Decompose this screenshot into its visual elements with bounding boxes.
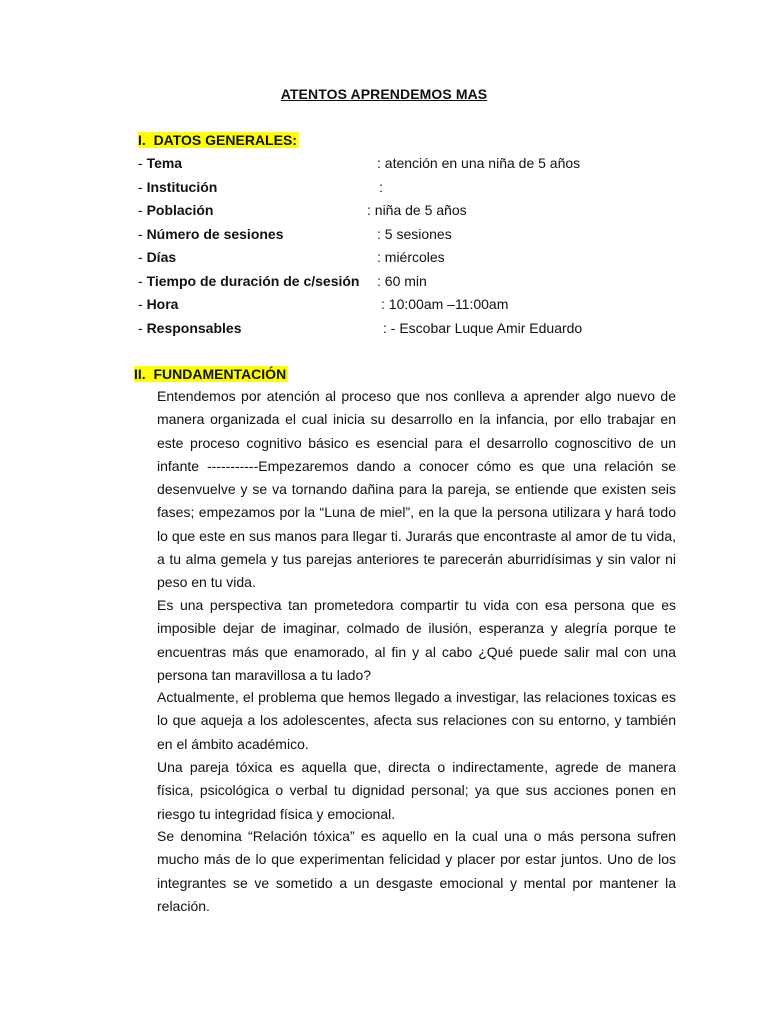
data-row-institucion: - Institución :: [138, 179, 383, 195]
row-value: : miércoles: [377, 249, 445, 265]
row-value: : 5 sesiones: [377, 226, 452, 242]
section-2-title: FUNDAMENTACIÓN: [153, 366, 287, 382]
section-1-number: I.: [138, 132, 146, 148]
paragraph-5: Se denomina “Relación tóxica” es aquello en la cual una o más persona sufren mucho más de lo que experimentan felicidad y placer por estar juntos. Uno de los integrantes se ve sometido a un desgaste emocional y mental por mantener la relación.: [157, 828, 676, 914]
row-value: : niña de 5 años: [367, 202, 467, 218]
section-2-number: II.: [134, 366, 146, 382]
data-row-hora: - Hora : 10:00am –11:00am: [138, 296, 509, 312]
row-label: Tema: [146, 155, 183, 171]
row-label: Responsables: [146, 320, 242, 336]
section-1-heading: [138, 131, 299, 149]
data-row-poblacion: - Población : niña de 5 años: [138, 202, 467, 218]
paragraph-3: Actualmente, el problema que hemos llegado a investigar, las relaciones toxicas es lo que aqueja a los adolescentes, afecta sus relaciones con su entorno, y también en el ámbito académico.: [157, 689, 676, 752]
paragraph-2: Es una perspectiva tan prometedora compartir tu vida con esa persona que es imposible dejar de imaginar, colmado de ilusión, esperanza y alegría porque te encuentras más que enamorado, al fin y al cabo ¿Qué puede salir mal con una persona tan maravillosa a tu lado?: [157, 597, 676, 683]
row-value: :: [379, 179, 383, 195]
row-value: : 60 min: [377, 273, 427, 289]
data-row-duracion: - Tiempo de duración de c/sesión : 60 min: [138, 273, 427, 289]
data-row-numero-sesiones: - Número de sesiones : 5 sesiones: [138, 226, 452, 242]
row-label: Población: [146, 202, 214, 218]
row-label: Días: [146, 249, 177, 265]
row-label: Tiempo de duración de c/sesión: [146, 273, 360, 289]
row-value: : atención en una niña de 5 años: [377, 155, 581, 171]
data-row-dias: - Días : miércoles: [138, 249, 445, 265]
paragraph-1: Entendemos por atención al proceso que nos conlleva a aprender algo nuevo de manera organizada el cual inicia su desarrollo en la infancia, por ello trabajar en este proceso cognitivo básico es esencial para el desarrollo cognoscitivo de un infante -----------Empezaremos dando a conocer cómo es que una relación se desenvuelve y se va tornando dañina para la pareja, se entiende que existen seis fases; empezamos por la “Luna de miel”, en la que la persona utilizara y hará todo lo que este en sus manos para llegar ti. Jurarás que encontraste al amor de tu vida, a tu alma gemela y tus parejas anteriores te parecerán aburridísimas y sin valor ni peso en tu vida.: [157, 388, 676, 591]
row-value: : 10:00am –11:00am: [381, 296, 509, 312]
data-row-responsables: - Responsables : - Escobar Luque Amir Eduardo: [138, 320, 583, 336]
paragraph-4: Una pareja tóxica es aquella que, directa o indirectamente, agrede de manera física, psicológica o verbal tu dignidad personal; ya que sus acciones ponen en riesgo tu integridad física y emocional.: [157, 759, 676, 822]
document-title: ATENTOS APRENDEMOS MAS: [280, 86, 488, 102]
row-label: Institución: [146, 179, 218, 195]
row-label: Hora: [146, 296, 179, 312]
section-1-title: DATOS GENERALES:: [153, 132, 297, 148]
data-row-tema: - Tema : atención en una niña de 5 años: [138, 155, 581, 171]
row-label: Número de sesiones: [146, 226, 284, 242]
row-value: : - Escobar Luque Amir Eduardo: [383, 320, 583, 336]
section-2-heading: [134, 365, 288, 383]
